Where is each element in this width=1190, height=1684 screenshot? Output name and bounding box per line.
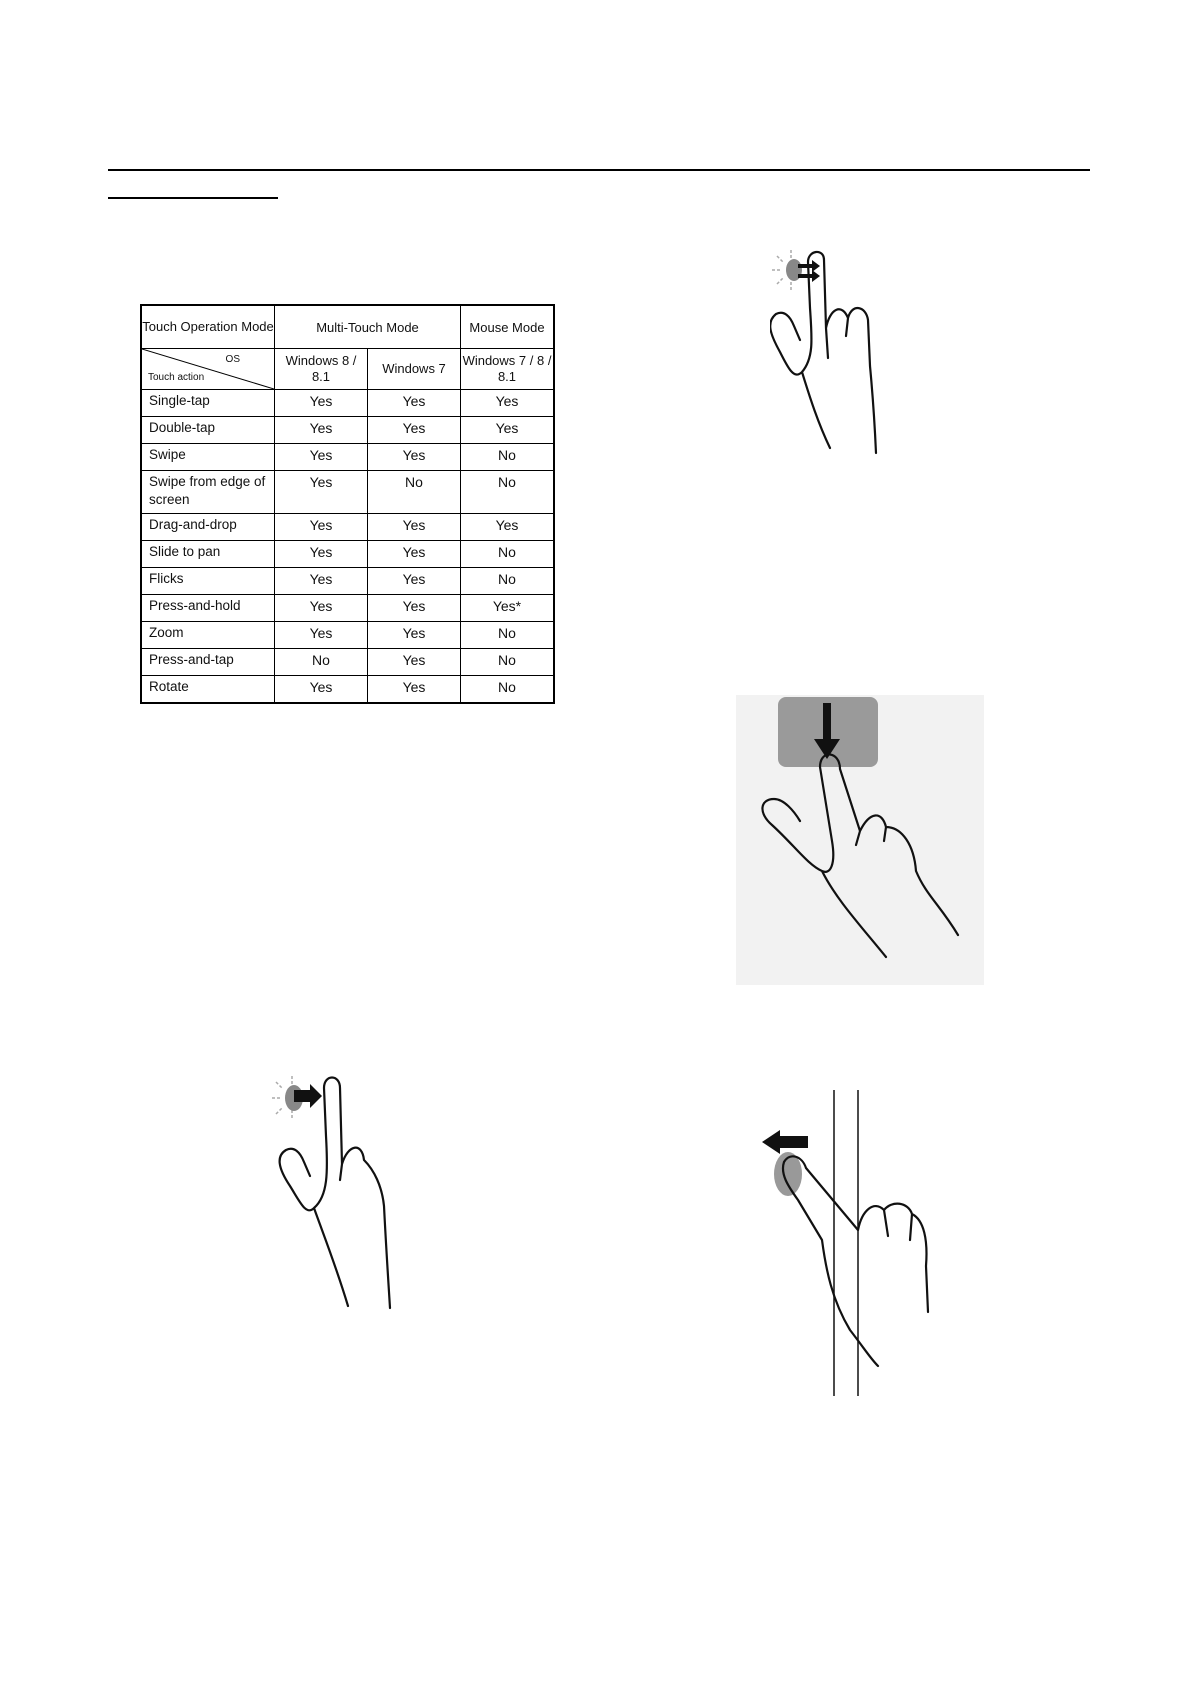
table-row <box>141 568 554 595</box>
support-cell: Yes <box>368 541 461 568</box>
support-cell: No <box>461 676 555 704</box>
os-col-header: Windows 7 <box>368 349 461 390</box>
os-col-header: Windows 8 / 8.1 <box>275 349 368 390</box>
table-row <box>141 649 554 676</box>
touch-action-cell: Zoom <box>141 622 275 649</box>
support-cell: Yes <box>368 595 461 622</box>
hand-swipe-down-icon <box>736 695 984 985</box>
support-cell: Yes <box>275 676 368 704</box>
table-row <box>141 417 554 444</box>
support-cell: No <box>461 541 555 568</box>
support-cell: Yes <box>461 390 555 417</box>
support-cell: Yes <box>461 514 555 541</box>
support-cell: Yes <box>275 568 368 595</box>
touch-action-label: Touch action <box>148 372 205 383</box>
table-row <box>141 471 554 514</box>
table-row <box>141 622 554 649</box>
hand-single-tap-icon <box>270 1076 430 1314</box>
touch-action-cell: Slide to pan <box>141 541 275 568</box>
edge-swipe-illustration <box>758 1090 958 1396</box>
touch-action-cell: Press-and-tap <box>141 649 275 676</box>
support-cell: No <box>461 471 555 514</box>
touch-action-cell: Swipe from edge of screen <box>141 471 275 514</box>
touch-support-table-wrapper <box>140 304 555 704</box>
support-cell: No <box>461 444 555 471</box>
support-cell: Yes <box>461 417 555 444</box>
touch-support-table <box>140 304 555 704</box>
support-cell: Yes <box>368 390 461 417</box>
support-cell: No <box>461 568 555 595</box>
support-cell: Yes <box>275 417 368 444</box>
support-cell: Yes <box>368 568 461 595</box>
support-cell: Yes <box>368 514 461 541</box>
table-row <box>141 514 554 541</box>
table-row <box>141 541 554 568</box>
os-col-header: Windows 7 / 8 / 8.1 <box>461 349 555 390</box>
support-cell: No <box>368 471 461 514</box>
table-row <box>141 676 554 704</box>
hand-edge-swipe-icon <box>758 1090 958 1396</box>
support-cell: Yes <box>368 417 461 444</box>
corner-header: Touch Operation Mode <box>141 305 275 349</box>
touch-action-cell: Swipe <box>141 444 275 471</box>
support-cell: No <box>461 649 555 676</box>
touch-action-cell: Single-tap <box>141 390 275 417</box>
touch-action-cell: Drag-and-drop <box>141 514 275 541</box>
single-tap-illustration <box>270 1076 430 1314</box>
section-underline <box>108 197 278 199</box>
support-cell: Yes <box>275 595 368 622</box>
support-cell: Yes <box>275 390 368 417</box>
swipe-down-illustration <box>736 695 984 985</box>
double-tap-illustration <box>770 248 940 458</box>
support-cell: Yes <box>368 649 461 676</box>
touch-action-cell: Flicks <box>141 568 275 595</box>
support-cell: No <box>275 649 368 676</box>
touch-action-cell: Rotate <box>141 676 275 704</box>
multi-touch-mode-header: Multi-Touch Mode <box>275 305 461 349</box>
support-cell: Yes* <box>461 595 555 622</box>
support-cell: Yes <box>275 622 368 649</box>
os-label: OS <box>225 354 240 365</box>
support-cell: Yes <box>275 444 368 471</box>
table-row <box>141 444 554 471</box>
table-row <box>141 595 554 622</box>
support-cell: Yes <box>368 622 461 649</box>
support-cell: No <box>461 622 555 649</box>
support-cell: Yes <box>275 514 368 541</box>
hand-double-tap-icon <box>770 248 940 458</box>
header-rule <box>108 169 1090 171</box>
support-cell: Yes <box>368 444 461 471</box>
support-cell: Yes <box>368 676 461 704</box>
support-cell: Yes <box>275 471 368 514</box>
diagonal-header-cell <box>141 349 275 390</box>
support-cell: Yes <box>275 541 368 568</box>
mouse-mode-header: Mouse Mode <box>461 305 555 349</box>
touch-action-cell: Double-tap <box>141 417 275 444</box>
table-row <box>141 390 554 417</box>
touch-action-cell: Press-and-hold <box>141 595 275 622</box>
